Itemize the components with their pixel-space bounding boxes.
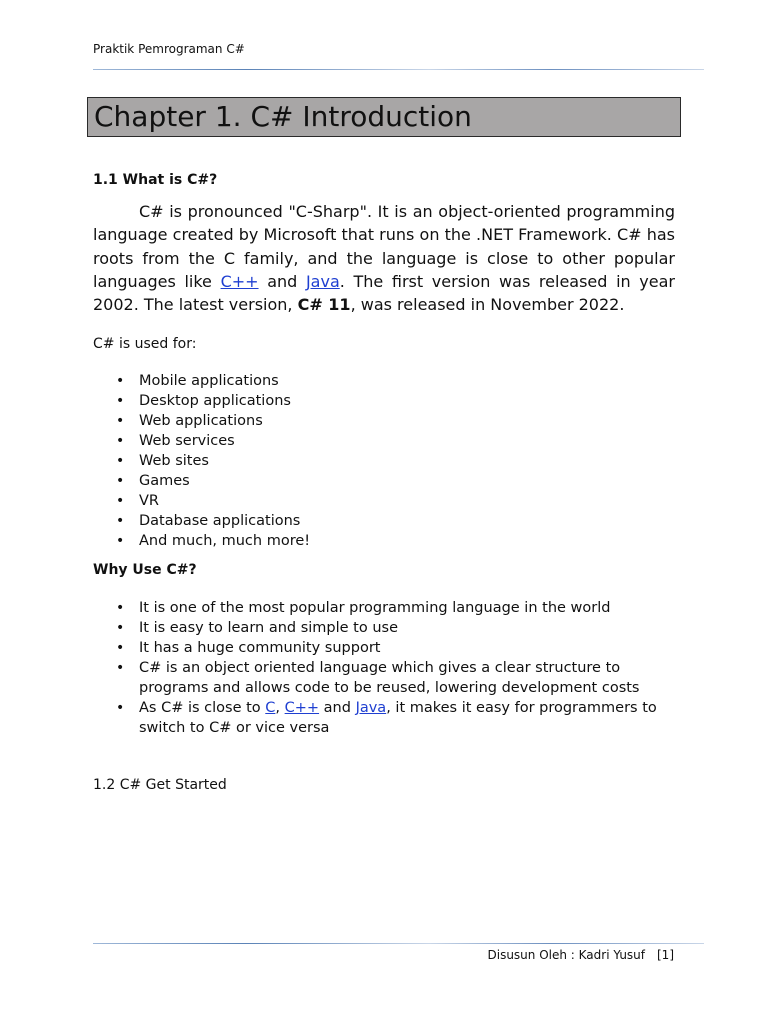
list-item: • Desktop applications bbox=[116, 393, 291, 409]
link-java-why[interactable]: Java bbox=[355, 700, 387, 716]
footer-author: Disusun Oleh : Kadri Yusuf bbox=[487, 948, 645, 962]
list-item: • Web sites bbox=[116, 453, 209, 469]
list-item: • And much, much more! bbox=[116, 533, 311, 549]
list-item: • Database applications bbox=[116, 513, 301, 529]
why-use-list bbox=[93, 598, 675, 738]
list-item: • As C# is close to C, C++ and Java, it makes it easy for programmers to switch to C# or vice versa bbox=[116, 700, 657, 736]
bullet-icon: • bbox=[116, 393, 125, 409]
intro-text-2: . The first version was released in year 2002. The latest version, bbox=[93, 271, 675, 315]
footer bbox=[488, 948, 675, 962]
list-item: • Games bbox=[116, 473, 190, 489]
bullet-icon: • bbox=[116, 453, 125, 469]
bullet-icon: • bbox=[116, 660, 125, 676]
link-c[interactable]: C bbox=[265, 700, 276, 716]
list-item: • VR bbox=[116, 493, 159, 509]
link-cpp[interactable]: C++ bbox=[220, 271, 259, 291]
used-for-list bbox=[93, 371, 310, 551]
bullet-icon: • bbox=[116, 533, 125, 549]
list-item: • It is easy to learn and simple to use bbox=[116, 620, 399, 636]
bullet-icon: • bbox=[116, 600, 125, 616]
chapter-title: Chapter 1. C# Introduction bbox=[94, 100, 472, 133]
used-for-label: C# is used for: bbox=[93, 336, 197, 352]
page-number: [1] bbox=[657, 948, 674, 962]
list-item: • Mobile applications bbox=[116, 373, 279, 389]
bullet-icon: • bbox=[116, 413, 125, 429]
bullet-icon: • bbox=[116, 473, 125, 489]
chapter-title-box bbox=[87, 97, 681, 137]
section-heading-get-started: 1.2 C# Get Started bbox=[93, 777, 227, 793]
intro-paragraph bbox=[93, 200, 675, 316]
list-item: • Web services bbox=[116, 433, 235, 449]
list-item: • Web applications bbox=[116, 413, 263, 429]
list-item: • C# is an object oriented language which gives a clear structure to programs and allows code to be reused, lowering development costs bbox=[116, 660, 640, 696]
bullet-icon: • bbox=[116, 373, 125, 389]
intro-text-3: , was released in November 2022. bbox=[350, 295, 625, 315]
link-java[interactable]: Java bbox=[305, 271, 340, 291]
section-heading-why-use: Why Use C#? bbox=[93, 562, 197, 578]
intro-text-and: and bbox=[258, 271, 306, 291]
intro-bold-version: C# 11 bbox=[297, 295, 351, 315]
bullet-icon: • bbox=[116, 513, 125, 529]
intro-text-1: C# is pronounced "C-Sharp". It is an object-oriented programming language created by Microsoft that runs on the .NET Framework. C# has roots from the C family, and the language is close to other popular languages like bbox=[93, 202, 675, 291]
link-cpp-why[interactable]: C++ bbox=[284, 700, 320, 716]
bullet-icon: • bbox=[116, 640, 125, 656]
list-item: • It is one of the most popular programming language in the world bbox=[116, 600, 611, 616]
list-item: • It has a huge community support bbox=[116, 640, 381, 656]
running-header: Praktik Pemrograman C# bbox=[93, 42, 245, 56]
footer-rule bbox=[93, 943, 704, 944]
bullet-icon: • bbox=[116, 700, 125, 716]
header-rule bbox=[93, 69, 704, 70]
bullet-icon: • bbox=[116, 493, 125, 509]
section-heading-what-is: 1.1 What is C#? bbox=[93, 172, 218, 188]
bullet-icon: • bbox=[116, 433, 125, 449]
bullet-icon: • bbox=[116, 620, 125, 636]
